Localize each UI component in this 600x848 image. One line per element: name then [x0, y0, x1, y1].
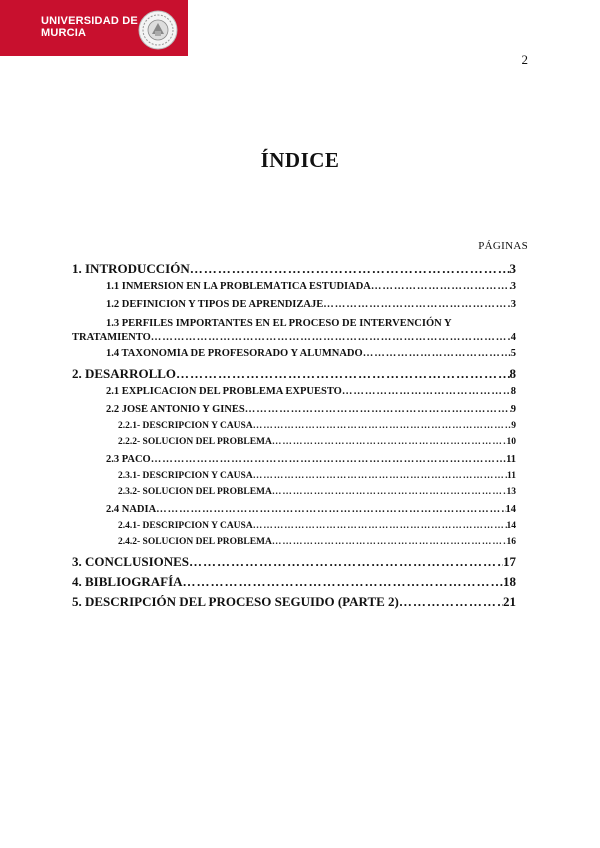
pages-column-label: PÁGINAS [478, 240, 528, 252]
toc-leader [176, 366, 509, 382]
toc-label: 1. INTRODUCCIÓN [72, 261, 190, 276]
toc-entry-1-3[interactable] [72, 317, 516, 345]
toc-page: 3 [510, 299, 516, 310]
toc-leader [253, 421, 512, 431]
toc-entry-2-4[interactable] [72, 504, 516, 519]
toc-entry-2-2-2[interactable] [72, 437, 516, 451]
toc-label: 1.2 DEFINICIÓN Y TIPOS DE APRENDIZAJE [106, 299, 324, 310]
toc-page: 13 [506, 487, 516, 497]
toc-page: 21 [503, 594, 516, 609]
toc-label: 1.1 INMERSIÓN EN LA PROBLEMÁTICA ESTUDIADA [106, 281, 371, 292]
toc-page: 8 [509, 366, 516, 381]
toc-label: 2.2.1- DESCRIPCIÓN Y CAUSA [118, 421, 253, 431]
page-title: ÍNDICE [260, 148, 340, 172]
toc-entry-2-4-2[interactable] [72, 537, 516, 551]
toc-label: 2.4.1- DESCRIPCIÓN Y CAUSA [118, 521, 253, 531]
toc-label: 2. DESARROLLO [72, 366, 177, 381]
toc-label: 1.3 PERFILES IMPORTANTES EN EL PROCESO DE INTERVENCIÓN Y [106, 318, 452, 329]
toc-page: 11 [506, 454, 516, 465]
toc-page: 16 [506, 537, 516, 547]
toc-leader [253, 471, 507, 481]
toc-leader [342, 386, 511, 397]
toc-leader [272, 487, 507, 497]
toc-leader [183, 574, 503, 590]
toc-leader [323, 299, 511, 310]
toc-page: 8 [510, 386, 516, 397]
toc-label: 2.4.2- SOLUCIÓN DEL PROBLEMA [118, 537, 272, 547]
toc-label: 2.3 PACO [106, 454, 151, 465]
toc-page: 9 [511, 421, 516, 431]
toc-label: 2.2.2- SOLUCIÓN DEL PROBLEMA [118, 437, 272, 447]
table-of-contents [72, 258, 516, 611]
toc-label: 2.1 EXPLICACIÓN DEL PROBLEMA EXPUESTO [106, 386, 342, 397]
toc-label: 2.2 JOSÉ ANTONIO Y GINÉS [106, 404, 245, 415]
toc-leader [151, 454, 506, 465]
toc-entry-conclusiones[interactable] [72, 554, 516, 571]
toc-entry-2-2[interactable] [72, 404, 516, 419]
toc-label: 5. DESCRIPCIÓN DEL PROCESO SEGUIDO (PARTE 2) [72, 594, 399, 609]
toc-leader [399, 594, 503, 610]
toc-leader [190, 261, 510, 277]
toc-leader [272, 537, 507, 547]
toc-entry-2-3-2[interactable] [72, 487, 516, 501]
toc-page: 10 [506, 437, 516, 447]
toc-page: 11 [507, 471, 516, 481]
toc-entry-2-2-1[interactable] [72, 421, 516, 435]
toc-label: 2.3.1- DESCRIPCIÓN Y CAUSA [118, 471, 253, 481]
toc-entry-1-1[interactable] [72, 281, 516, 296]
toc-leader [151, 331, 511, 345]
logo-line-2: MURCIA [41, 27, 87, 39]
toc-leader [371, 281, 511, 292]
logo-line-1: UNIVERSIDAD DE [41, 15, 138, 27]
toc-page: 14 [506, 521, 516, 531]
toc-entry-2-3[interactable] [72, 454, 516, 469]
toc-page: 5 [510, 348, 516, 359]
toc-page: 14 [505, 504, 516, 515]
toc-page: 9 [510, 404, 516, 415]
toc-entry-1-2[interactable] [72, 299, 516, 314]
toc-leader [245, 404, 511, 415]
toc-label: 2.3.2- SOLUCIÓN DEL PROBLEMA [118, 487, 272, 497]
toc-page: 18 [503, 574, 516, 589]
toc-label: 4. BIBLIOGRAFÍA [72, 574, 183, 589]
university-header [0, 0, 188, 56]
toc-leader [253, 521, 507, 531]
toc-entry-bibliografia[interactable] [72, 574, 516, 591]
toc-label-continuation: TRATAMIENTO [72, 332, 151, 343]
toc-page: 3 [509, 261, 516, 276]
toc-leader [156, 504, 505, 515]
toc-leader [272, 437, 507, 447]
university-logo [41, 15, 138, 39]
toc-entry-2-3-1[interactable] [72, 471, 516, 485]
toc-entry-2-4-1[interactable] [72, 521, 516, 535]
toc-entry-2-1[interactable] [72, 386, 516, 401]
toc-page: 4 [510, 332, 516, 343]
toc-entry-introduccion[interactable] [72, 261, 516, 278]
toc-page: 3 [510, 281, 516, 292]
page-number: 2 [521, 52, 528, 67]
toc-page: 17 [503, 554, 516, 569]
toc-entry-1-4[interactable] [72, 348, 516, 363]
toc-label: 1.4 TAXONOMÍA DE PROFESORADO Y ALUMNADO [106, 348, 363, 359]
toc-entry-proceso[interactable] [72, 594, 516, 611]
toc-leader [189, 554, 503, 570]
toc-label: 3. CONCLUSIONES [72, 554, 190, 569]
toc-leader [363, 348, 511, 359]
toc-label: 2.4 NADIA [106, 504, 157, 515]
toc-entry-desarrollo[interactable] [72, 366, 516, 383]
university-seal-icon [138, 10, 178, 50]
